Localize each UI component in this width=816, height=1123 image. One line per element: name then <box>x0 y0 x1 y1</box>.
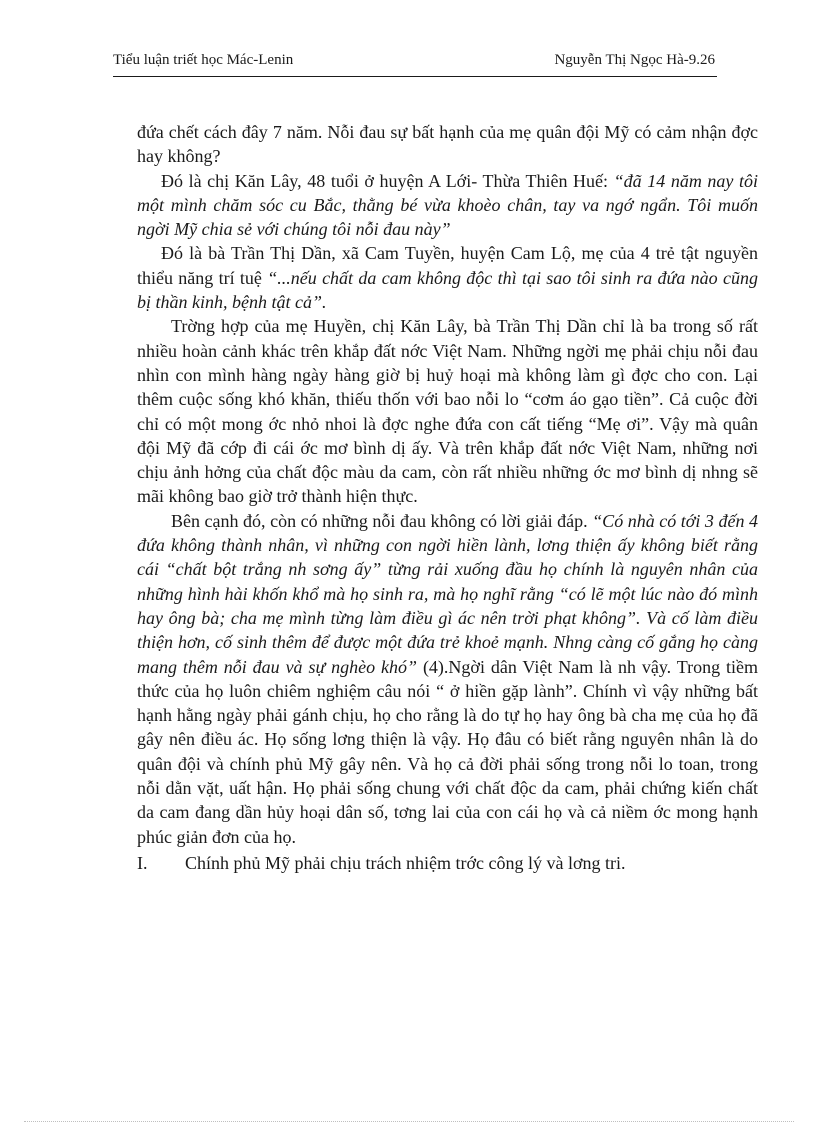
header-divider <box>113 76 717 77</box>
section-title: Chính phủ Mỹ phải chịu trách nhiệm trớc công lý và lơng tri. <box>185 852 626 873</box>
header-title: Tiểu luận triết học Mác-Lenin <box>113 52 294 68</box>
section-number: I. <box>137 852 148 873</box>
header-author: Nguyễn Thị Ngọc Hà-9.26 <box>554 52 715 68</box>
paragraph-2 <box>137 169 758 242</box>
page-bottom-divider <box>24 1121 794 1122</box>
paragraph-3 <box>137 241 758 314</box>
page-header <box>113 52 715 72</box>
paragraph-4: Trờng hợp của mẹ Huyền, chị Kăn Lây, bà Trần Thị Dần chỉ là ba trong số rất nhiều hoàn cảnh khác trên khắp đất nớc Việt Nam. Những ngời mẹ phải chịu nỗi đau nhìn con mình hàng ngày hàng giờ bị huỷ hoại mà không làm gì đợc cho con. Lại thêm cuộc sống khó khăn, thiếu thốn với bao nỗi lo “cơm áo gạo tiền”. Cả cuộc đời chỉ có một mong ớc nhỏ nhoi là đợc nghe đứa con cất tiếng “Mẹ ơi”. Vậy mà quân đội Mỹ đã cớp đi cái ớc mơ bình dị ấy. Và trên khắp đất nớc Việt Nam, những nơi chịu ảnh hởng của chất độc màu da cam, còn rất nhiều những ớc mơ bình dị nhng sẽ mãi không bao giờ trở thành hiện thực. <box>137 316 758 507</box>
paragraph-5-rest: (4).Ngời dân Việt Nam là nh vậy. Trong tiềm thức của họ luôn chiêm nghiệm câu nói “ ở hiền gặp lành”. Chính vì vậy những bất hạnh hằng ngày phải gánh chịu, họ cho rằng là do tự họ hay ông bà cha mẹ của họ đã gây nên điều ác. Họ sống lơng thiện là vậy. Họ đâu có biết rằng nguyên nhân là do quân đội và chính phủ Mỹ gây nên. Và họ cả đời phải sống trong nỗi lo toan, trong nỗi dằn vặt, uất hận. Họ phải sống chung với chất độc da cam, phải chứng kiến chất da cam đang dần hủy hoại dân số, tơng lai của con cái họ và cả niềm ớc mong hạnh phúc giản đơn của họ. <box>137 656 758 847</box>
paragraph-3-intro: Đó là bà Trần Thị Dần, xã Cam Tuyền, huyện Cam Lộ, mẹ của 4 trẻ tật nguyền thiểu năng trí tuệ <box>137 243 758 288</box>
paragraph-2-quote: “đã 14 năm nay tôi một mình chăm sóc cu Bắc, thằng bé vừa khoèo chân, tay va ngớ ngẩn. Tôi muốn ngời Mỹ chia sẻ với chúng tôi nỗi đau này” <box>137 170 758 240</box>
paragraph-5 <box>137 509 758 849</box>
paragraph-1: đứa chết cách đây 7 năm. Nỗi đau sự bất hạnh của mẹ quân đội Mỹ có cảm nhận đợc hay không? <box>137 122 758 167</box>
paragraph-5-quote: “Có nhà có tới 3 đến 4 đứa không thành nhân, vì những con ngời hiền lành, lơng thiện ấy không biết rằng cái “chất bột trắng nh sơng ấy” từng rải xuống đầu họ chính là nguyên nhân của những hình hài khốn khổ mà họ sinh ra, mà họ nghĩ rằng “có lẽ một lúc nào đó mình hay ông bà; cha mẹ mình từng làm điều gì ác nên trời phạt không”. Và cố làm điều thiện hơn, cố sinh thêm để được một đứa trẻ khoẻ mạnh. Nhng càng cố gắng họ càng mang thêm nỗi đau và sự nghèo khó” <box>137 510 758 677</box>
paragraph-3-quote: “...nếu chất da cam không độc thì tại sao tôi sinh ra đứa nào cũng bị thần kinh, bệnh tật cả”. <box>137 267 758 313</box>
paragraph-2-intro: Đó là chị Kăn Lây, 48 tuổi ở huyện A Lới- Thừa Thiên Huế: <box>161 170 614 191</box>
document-body <box>137 120 758 875</box>
section-heading <box>137 851 758 875</box>
paragraph-5-intro: Bên cạnh đó, còn có những nỗi đau không có lời giải đáp. <box>171 510 593 531</box>
